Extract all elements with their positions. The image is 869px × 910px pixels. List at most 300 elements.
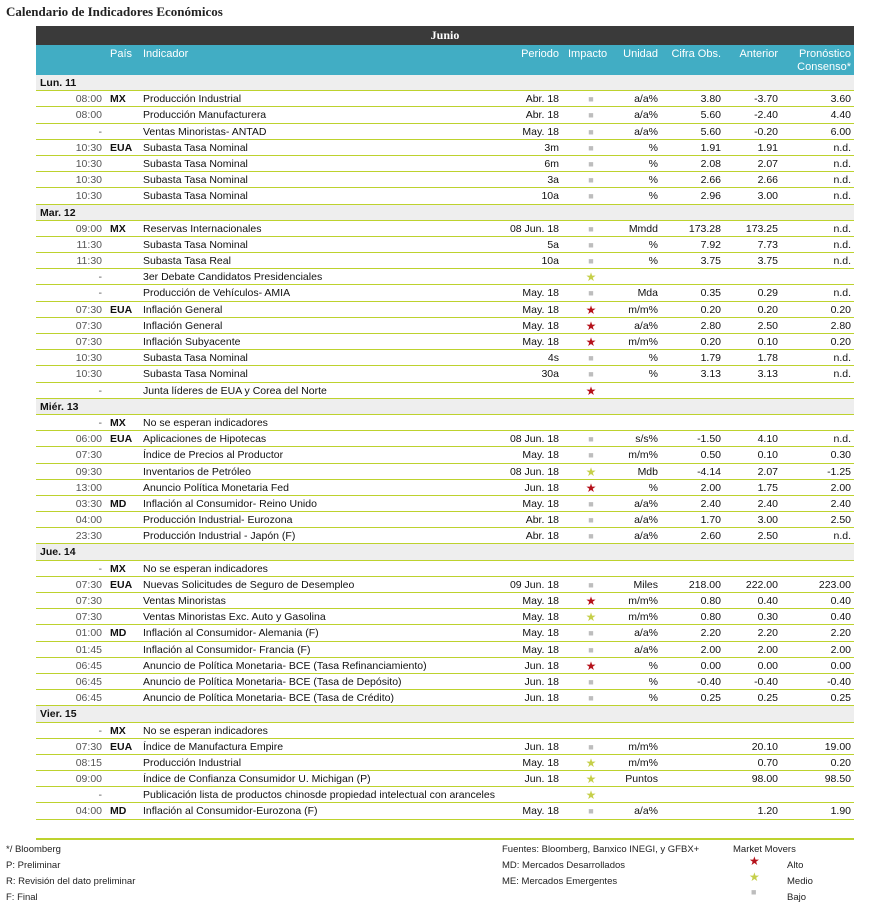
table-row [36,188,854,204]
header-obs: Cifra Obs. [671,48,721,60]
impact-low-square-icon: ■ [588,806,594,817]
impact-low-square-icon: ■ [588,644,594,655]
previous-cell: 0.70 [757,756,778,769]
period-cell: May. 18 [522,805,559,818]
impact-low-square-icon: ■ [588,175,594,186]
indicator-cell: Producción de Vehículos- AMIA [143,287,291,300]
previous-cell: 1.75 [757,481,778,494]
indicator-cell: Anuncio de Política Monetaria- BCE (Tasa de Depósito) [143,675,402,688]
page-title: Calendario de Indicadores Económicos [6,4,223,19]
time-cell: 09:00 [75,773,102,786]
previous-cell: 2.07 [757,157,778,170]
country-cell: MD [110,627,127,640]
table-row [36,771,854,787]
md-note: MD: Mercados Desarrollados [502,860,626,871]
previous-cell: 0.10 [757,449,778,462]
unit-cell: m/m% [628,756,658,769]
indicator-cell: Inflación General [143,319,223,332]
country-cell: EUA [110,740,133,753]
unit-cell: Mmdd [628,222,658,235]
table-row [36,480,854,496]
impact-mid-star-icon: ★ [585,464,597,479]
observed-cell: 2.60 [700,530,721,543]
previous-cell: 0.40 [757,595,778,607]
time-cell: 07:30 [75,595,102,607]
time-cell: - [98,287,102,300]
forecast-cell: n.d. [833,287,851,300]
forecast-cell: n.d. [833,238,851,251]
table-row [36,285,854,301]
table-row [36,528,854,544]
forecast-cell: 0.20 [830,756,851,769]
table-row [36,253,854,269]
indicator-cell: Subasta Tasa Nominal [143,174,248,187]
observed-cell: 218.00 [688,578,721,591]
time-cell: 10:30 [75,352,102,365]
observed-cell: 2.40 [700,497,721,510]
indicator-cell: Producción Manufacturera [143,109,267,122]
time-cell: 10:30 [75,174,102,187]
impact-low-square-icon: ■ [588,450,594,461]
indicator-cell: Producción Industrial [143,93,242,106]
observed-cell: 1.79 [700,352,721,365]
unit-cell: m/m% [628,740,658,753]
observed-cell: 0.25 [700,692,721,705]
period-cell: 08 Jun. 18 [509,433,559,446]
previous-cell: -0.40 [754,675,778,688]
time-cell: 07:30 [75,740,102,753]
country-cell: MX [110,93,126,106]
indicator-cell: Inventarios de Petróleo [143,465,251,478]
observed-cell: 0.20 [700,336,721,348]
time-cell: 04:00 [75,514,102,527]
unit-cell: % [648,659,658,672]
table-row [36,124,854,140]
time-cell: 07:30 [75,449,102,462]
time-cell: 06:00 [75,433,102,446]
table-row [36,91,854,107]
legend-mid-star-icon: ★ [749,870,760,884]
previous-cell: 2.50 [757,530,778,543]
table-row [36,787,854,803]
impact-low-square-icon: ■ [588,676,594,687]
indicator-cell: Inflación Subyacente [143,336,241,348]
previous-cell: 3.00 [757,190,778,203]
indicator-cell: Inflación General [143,303,223,316]
time-cell: 01:00 [75,627,102,640]
time-cell: 09:00 [75,222,102,235]
impact-low-square-icon: ■ [588,158,594,169]
period-cell: May. 18 [522,627,559,640]
period-cell: Jun. 18 [524,481,559,494]
period-cell: Jun. 18 [524,692,559,705]
previous-cell: 1.20 [757,805,778,818]
table-row [36,593,854,609]
period-cell: May. 18 [522,611,559,624]
time-cell: 08:00 [75,109,102,122]
impact-high-star-icon: ★ [585,383,597,398]
header-period: Periodo [521,48,559,60]
forecast-cell: 0.20 [830,303,851,316]
unit-cell: % [648,255,658,268]
impact-low-square-icon: ■ [588,142,594,153]
unit-cell: % [648,174,658,187]
previous-cell: 0.25 [757,692,778,705]
header-prev: Anterior [739,48,778,60]
note-final: F: Final [6,892,38,903]
impact-low-square-icon: ■ [588,741,594,752]
table-row [36,415,854,431]
impact-mid-star-icon: ★ [585,788,597,803]
forecast-cell: n.d. [833,368,851,381]
observed-cell: 2.96 [700,190,721,203]
indicator-cell: Publicación lista de productos chinosde propiedad intelectual con aranceles [143,789,495,802]
impact-low-square-icon: ■ [588,369,594,380]
time-cell: - [98,384,102,397]
observed-cell: 173.28 [688,222,721,235]
country-cell: EUA [110,433,133,446]
period-cell: May. 18 [522,595,559,607]
table-row [36,237,854,253]
period-cell: 10a [541,190,559,203]
unit-cell: a/a% [634,530,658,543]
country-cell: MX [110,562,126,575]
impact-low-square-icon: ■ [588,531,594,542]
legend-high-label: Alto [787,860,804,871]
time-cell: 01:45 [75,643,102,656]
unit-cell: m/m% [628,336,658,348]
forecast-cell: 2.00 [830,643,851,656]
observed-cell: 2.20 [700,627,721,640]
observed-cell: 7.92 [700,238,721,251]
time-cell: - [98,416,102,429]
header-country: País [110,48,133,60]
period-cell: 08 Jun. 18 [509,465,559,478]
country-cell: EUA [110,141,133,154]
legend-title: Market Movers [733,844,796,855]
time-cell: 07:30 [75,611,102,624]
indicators-table [36,26,854,820]
forecast-cell: n.d. [833,433,851,446]
previous-cell: 98.00 [751,773,778,786]
period-cell: 08 Jun. 18 [509,222,559,235]
table-row [36,512,854,528]
time-cell: 07:30 [75,319,102,332]
period-cell: May. 18 [522,336,559,348]
previous-cell: 222.00 [745,578,778,591]
indicator-cell: Ventas Minoristas [143,595,226,607]
time-cell: - [98,724,102,737]
unit-cell: % [648,190,658,203]
observed-cell: 3.80 [700,93,721,106]
table-header [36,45,854,75]
indicator-cell: Producción Industrial- Eurozona [143,514,293,527]
time-cell: 10:30 [75,190,102,203]
table-row [36,609,854,625]
time-cell: 10:30 [75,141,102,154]
time-cell: - [98,789,102,802]
time-cell: 07:30 [75,336,102,348]
period-cell: Jun. 18 [524,659,559,672]
forecast-cell: 3.60 [830,93,851,106]
country-cell: EUA [110,303,133,316]
forecast-cell: -1.25 [827,465,851,478]
forecast-cell: 0.30 [830,449,851,462]
unit-cell: m/m% [628,595,658,607]
indicator-cell: No se esperan indicadores [143,416,268,429]
previous-cell: 1.78 [757,352,778,365]
time-cell: 08:15 [75,756,102,769]
forecast-cell: 2.40 [830,497,851,510]
time-cell: 09:30 [75,465,102,478]
time-cell: 08:00 [75,93,102,106]
day-header: Mar. 12 [36,205,854,221]
table-row [36,140,854,156]
indicator-cell: Reservas Internacionales [143,222,262,235]
indicator-cell: Subasta Tasa Nominal [143,238,248,251]
previous-cell: 0.29 [757,287,778,300]
table-row [36,383,854,399]
impact-low-square-icon: ■ [588,256,594,267]
unit-cell: % [648,675,658,688]
indicator-cell: 3er Debate Candidatos Presidenciales [143,271,323,284]
indicator-cell: Subasta Tasa Nominal [143,141,248,154]
observed-cell: -0.40 [697,675,721,688]
impact-low-square-icon: ■ [588,223,594,234]
indicator-cell: Índice de Confianza Consumidor U. Michigan (P) [143,773,371,786]
unit-cell: a/a% [634,643,658,656]
indicator-cell: Anuncio de Política Monetaria- BCE (Tasa de Crédito) [143,692,394,705]
observed-cell: 1.91 [700,141,721,154]
forecast-cell: n.d. [833,530,851,543]
indicator-cell: Subasta Tasa Nominal [143,157,248,170]
indicator-cell: Índice de Precios al Productor [143,449,284,462]
unit-cell: Miles [633,578,658,591]
time-cell: 06:45 [75,659,102,672]
observed-cell: 5.60 [700,125,721,138]
period-cell: 6m [544,157,559,170]
table-row [36,739,854,755]
previous-cell: 0.00 [757,659,778,672]
table-row [36,172,854,188]
header-forecast-line1: Pronóstico [799,48,851,60]
impact-low-square-icon: ■ [588,126,594,137]
observed-cell: 0.35 [700,287,721,300]
impact-low-square-icon: ■ [588,239,594,250]
indicator-cell: Anuncio Política Monetaria Fed [143,481,289,494]
unit-cell: Puntos [625,773,658,786]
period-cell: Abr. 18 [525,109,559,122]
unit-cell: a/a% [634,125,658,138]
unit-cell: m/m% [628,449,658,462]
legend-low-label: Bajo [787,892,807,903]
impact-mid-star-icon: ★ [585,270,597,285]
period-cell: May. 18 [522,319,559,332]
time-cell: - [98,125,102,138]
indicator-cell: No se esperan indicadores [143,562,268,575]
observed-cell: 2.66 [700,174,721,187]
time-cell: 11:30 [76,255,102,268]
period-cell: May. 18 [522,449,559,462]
indicator-cell: Subasta Tasa Nominal [143,352,248,365]
indicator-cell: Subasta Tasa Nominal [143,190,248,203]
table-row [36,803,854,819]
unit-cell: m/m% [628,611,658,624]
table-row [36,577,854,593]
period-cell: Abr. 18 [525,514,559,527]
observed-cell: 5.60 [700,109,721,122]
table-row [36,658,854,674]
forecast-cell: 0.00 [830,659,851,672]
observed-cell: 1.70 [700,514,721,527]
indicator-cell: Nuevas Solicitudes de Seguro de Desempleo [143,578,355,591]
time-cell: - [98,562,102,575]
period-cell: May. 18 [522,303,559,316]
table-row [36,269,854,285]
period-cell: May. 18 [522,756,559,769]
impact-low-square-icon: ■ [588,94,594,105]
impact-high-star-icon: ★ [585,335,597,349]
time-cell: 07:30 [75,303,102,316]
forecast-cell: n.d. [833,255,851,268]
time-cell: - [98,271,102,284]
table-row [36,625,854,641]
indicator-cell: Índice de Manufactura Empire [143,740,284,753]
previous-cell: 3.13 [757,368,778,381]
time-cell: 11:30 [76,238,102,251]
forecast-cell: n.d. [833,157,851,170]
table-row [36,447,854,463]
period-cell: May. 18 [522,497,559,510]
period-cell: 3a [547,174,559,187]
forecast-cell: 0.40 [830,595,851,607]
observed-cell: 2.00 [700,481,721,494]
time-cell: 06:45 [75,692,102,705]
table-body [36,75,854,820]
unit-cell: a/a% [634,109,658,122]
header-indicator: Indicador [143,48,189,60]
note-bloomberg: */ Bloomberg [6,844,61,855]
period-cell: May. 18 [522,643,559,656]
observed-cell: 0.80 [700,595,721,607]
forecast-cell: n.d. [833,141,851,154]
previous-cell: 1.91 [757,141,778,154]
observed-cell: 2.80 [700,319,721,332]
month-bar: Junio [36,26,854,45]
observed-cell: 2.00 [700,643,721,656]
previous-cell: 0.10 [757,336,778,348]
impact-low-square-icon: ■ [588,110,594,121]
previous-cell: 2.00 [757,643,778,656]
header-forecast-line2: Consenso* [797,61,851,73]
header-forecast [797,48,851,74]
time-cell: 06:45 [75,675,102,688]
unit-cell: Mda [637,287,658,300]
table-row [36,107,854,123]
unit-cell: s/s% [635,433,658,446]
impact-low-square-icon: ■ [588,515,594,526]
period-cell: 5a [547,238,559,251]
forecast-cell: 0.20 [830,336,851,348]
forecast-cell: n.d. [833,190,851,203]
indicator-cell: Junta líderes de EUA y Corea del Norte [143,384,327,397]
previous-cell: 2.66 [757,174,778,187]
period-cell: Jun. 18 [524,740,559,753]
day-header: Miér. 13 [36,399,854,415]
previous-cell: -0.20 [754,125,778,138]
impact-low-square-icon: ■ [588,191,594,202]
unit-cell: a/a% [634,93,658,106]
period-cell: 10a [541,255,559,268]
impact-low-square-icon: ■ [588,693,594,704]
time-cell: 07:30 [75,578,102,591]
indicator-cell: Subasta Tasa Real [143,255,231,268]
previous-cell: -3.70 [754,93,778,106]
table-row [36,464,854,480]
previous-cell: 2.07 [757,465,778,478]
observed-cell: 0.20 [700,303,721,316]
observed-cell: 3.75 [700,255,721,268]
forecast-cell: n.d. [833,174,851,187]
time-cell: 04:00 [75,805,102,818]
unit-cell: % [648,481,658,494]
period-cell: Jun. 18 [524,773,559,786]
period-cell: 4s [547,352,559,365]
table-row [36,755,854,771]
forecast-cell: 19.00 [824,740,851,753]
me-note: ME: Mercados Emergentes [502,876,618,887]
table-row [36,350,854,366]
country-cell: EUA [110,578,133,591]
legend-low-square-icon: ■ [751,887,757,897]
time-cell: 10:30 [75,157,102,170]
observed-cell: -1.50 [697,433,721,446]
indicator-cell: Subasta Tasa Nominal [143,368,248,381]
previous-cell: 4.10 [757,433,778,446]
forecast-cell: 6.00 [830,125,851,138]
impact-high-star-icon: ★ [585,594,597,608]
previous-cell: 2.50 [757,319,778,332]
table-row [36,302,854,318]
period-cell: Jun. 18 [524,675,559,688]
previous-cell: 0.20 [757,303,778,316]
indicator-cell: No se esperan indicadores [143,724,268,737]
impact-low-square-icon: ■ [588,498,594,509]
note-preliminar: P: Preliminar [6,860,61,871]
period-cell: May. 18 [522,287,559,300]
indicator-cell: Inflación al Consumidor- Reino Unido [143,497,317,510]
table-row [36,642,854,658]
impact-high-star-icon: ★ [585,658,597,673]
unit-cell: a/a% [634,497,658,510]
forecast-cell: 2.50 [830,514,851,527]
previous-cell: 7.73 [757,238,778,251]
impact-high-star-icon: ★ [585,302,597,317]
table-row [36,318,854,334]
time-cell: 23:30 [75,530,102,543]
forecast-cell: 4.40 [830,109,851,122]
impact-high-star-icon: ★ [585,318,597,333]
unit-cell: % [648,141,658,154]
impact-mid-star-icon: ★ [585,755,597,770]
period-cell: Abr. 18 [525,93,559,106]
unit-cell: a/a% [634,319,658,332]
unit-cell: % [648,368,658,381]
unit-cell: % [648,157,658,170]
forecast-cell: 2.20 [830,627,851,640]
sources-note: Fuentes: Bloomberg, Banxico INEGI, y GFBX+ [502,844,700,855]
table-row [36,156,854,172]
